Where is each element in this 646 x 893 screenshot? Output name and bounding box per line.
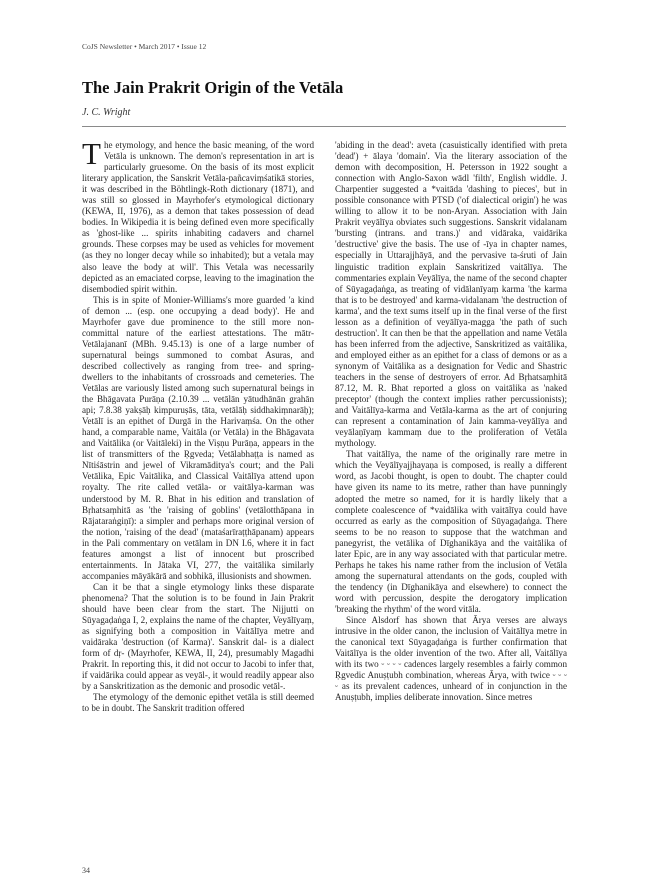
page-number: 34 xyxy=(82,866,90,875)
paragraph-text: he etymology, and hence the basic meaning, of the word Vetāla is unknown. The demon's representation in art is particularly gruesome. On the basis of its most explicit literary application, the Sanskrit Vetāla-pañcaviṃśatikā stories, it was described in the Böhtlingk-Roth dictionary (1871), and was still so glossed in Mayrhofer's etymological dictionary (KEWA, II, 1976), as a demon that takes possession of dead bodies. In Wikipedia it is being defined even more specifically as 'ghost-like ... spirits inhabiting cadavers and charnel grounds. These corpses may be used as vehicles for movement (as they no longer decay while so inhabited); but a vetala may also leave the body at will'. This Vetala was necessarily depicted as an emaciated corpse, leaving to the imagination the disembodied spirit within. xyxy=(82,140,314,294)
paragraph xyxy=(82,136,314,295)
paragraph: That vaitālīya, the name of the originally rare metre in which the Veyālīyajjhayaṇa is composed, is really a different word, as Jacobi thought, is open to doubt. The chapter could have given its name to its metre, rather than have punningly adopted the metre so named, for it is hardly likely that a complete coalescence of *vaidālika with vaitālīya could have occurred as early as the composition of Sūyagaḍaṅga. There seems to be no reason to suppose that the watchman and panegyrist, the vetālika of Dīghanikāya and the vaitālika of later Epic, are in any way associated with that particular metre. Perhaps he takes his name rather from the inclusion of Vetāla among the supernatural attendants on the gods, coupled with the tendency (in Dīghanikāya and elsewhere) to connect the word with percussion, despite the derogatory implication 'breaking the rhythm' of the word vitāla. xyxy=(335,449,567,614)
article-author: J. C. Wright xyxy=(82,107,131,118)
running-head: CoJS Newsletter • March 2017 • Issue 12 xyxy=(82,42,207,51)
article-title: The Jain Prakrit Origin of the Vetāla xyxy=(82,78,344,97)
paragraph: 'abiding in the dead': aveta (casuistically identified with preta 'dead') + ālaya 'domain'. Via the literary association of the demon with decomposition, H. Petersson in 1922 sought a connection with Anglo-Saxon wādl 'filth', English widdle. J. Charpentier suggested a *vaitāda 'dashing to pieces', but in possible consonance with PTSD ('of dialectical origin') he was willing to allow it to be non-Aryan. Association with Jain Prakrit veyālīya obviates such suggestions. Sanskrit vidalanam 'bursting (intrans. and trans.)' and vidāraka, vaidārika 'destructive' give the basis. The use of -īya in chapter names, especially in Uttarajjhāyā, and the pervasive ta-śruti of Jain linguistic tradition explain Sanskritized vaitālīya. The commentaries explain Veyālīya, the name of the second chapter of Sūyagaḍaṅga, as treating of vidālanīyaṃ karma 'the karma that is to be destroyed' and karma-vidalanam 'the destruction of karma', and the text sums itself up in the final verse of the first lesson as a definition of veyālīya-magga 'the path of such destruction'. It can then be that the appellation and name Vetāla has been inferred from the adjective, Sanskritized as vaitālika, and employed either as an epithet for a class of demons or as a synonym of Vaitālika as a designation for Vedic and Shastric teachers in the sense of destroyers of error. Ad Bṛhatsaṃhitā 87.12, M. R. Bhat reported a gloss on vaitālika as 'naked preceptor' (though the context implies rather percussionists); and Vaitālīya-karma and Vetāla-karma as the art of conjuring can represent a contamination of Jain kamma-veyālīya and veyālaṇīyaṃ kammaṃ due to the proliferation of Vetāla mythology. xyxy=(335,140,567,449)
paragraph: The etymology of the demonic epithet vetāla is still deemed to be in doubt. The Sanskrit tradition offered xyxy=(82,692,314,714)
paragraph: This is in spite of Monier-Williams's more guarded 'a kind of demon ... (esp. one occupying a dead body)'. He and Mayrhofer gave due prominence to the still more non-committal nature of the earliest attestations. The mātr-Vetālajananī (MBh. 9.45.13) is one of a large number of supernatural beings summoned to combat Asuras, and described collectively as ranging from tree- and spring-dwellers to the inhabitants of crossroads and cemeteries. The Vetālas are variously listed among such supernatural beings in the Bhāgavata Purāṇa (2.10.39 ... vetālān yātudhānān grahān api; 7.8.38 yakṣāḥ kiṃpuruṣās, tāta, vetālāḥ siddhakiṃnarāḥ); Vetālī is an epithet of Durgā in the Harivaṃśa. On the other hand, a comparable name, Vaitāla (or Vetāla) in the Bhāgavata and Vaitālika (or Vaitāleki) in the Viṣṇu Purāṇa, appears in the list of transmitters of the Ṛgveda; Vetālabhaṭṭa is named as Nītiśāstrin and jewel of Vikramāditya's court; and the Pali Vetālika, Epic Vaitālika, and Classical Vaitālīya attend upon royalty. The rite called vetāla- or vaitālya-karman was understood by M. R. Bhat in his edition and translation of Bṛhatsaṃhitā as 'the 'raising of goblins' (vetālotthāpana in Rājataraṅgiṇī): a simpler and perhaps more original version of the notion, 'raising of the dead' (mataśarīraṭṭhāpanam) appears in the Pali commentary on vetālam in DN I.6, where it in fact features amongst a list of innocent but proscribed entertainments. In Jātaka VI, 277, the vaitālika similarly accompanies māyākārā and sobhikā, illusionists and showmen. xyxy=(82,294,314,581)
left-column xyxy=(82,136,314,714)
paragraph: Can it be that a single etymology links these disparate phenomena? That the solution is to be found in Jain Prakrit should have been clear from the start. The Nijjutti on Sūyagaḍaṅga I, 2, explains the name of the chapter, Veyālīyaṃ, as signifying both a composition in Vaitālīya metre and vaidāraka 'destruction (of Karma)'. Sanskrit dal- is a dialect form of dṛ- (Mayrhofer, KEWA, II, 24), presumably Magadhi Prakrit. In reporting this, it did not occur to Jacobi to infer that, if vaidārika could appear as veyāl-, it would readily appear also by a Sanskritization as the demonic and prosodic vetāl-. xyxy=(82,581,314,692)
title-divider xyxy=(82,126,566,127)
right-column xyxy=(335,140,567,703)
drop-cap: T xyxy=(82,136,101,171)
paragraph: Since Alsdorf has shown that Ārya verses are always intrusive in the older canon, the inclusion of Vaitālīya metre in the canonical text Sūyagaḍaṅga is further confirmation that Vaitālīya is the older invention of the two. After all, Vaitālīya with its two ⏑ ⏑ ⏑ ⏑ cadences largely resembles a fairly common Ṛgvedic Anuṣṭubh combination, whereas Ārya, with twice ⏑ ⏑ ⏑ ⏑ as its prevalent cadences, unheard of in conjunction in the Anuṣṭubh, implies deliberate innovation. Since metres xyxy=(335,615,567,703)
